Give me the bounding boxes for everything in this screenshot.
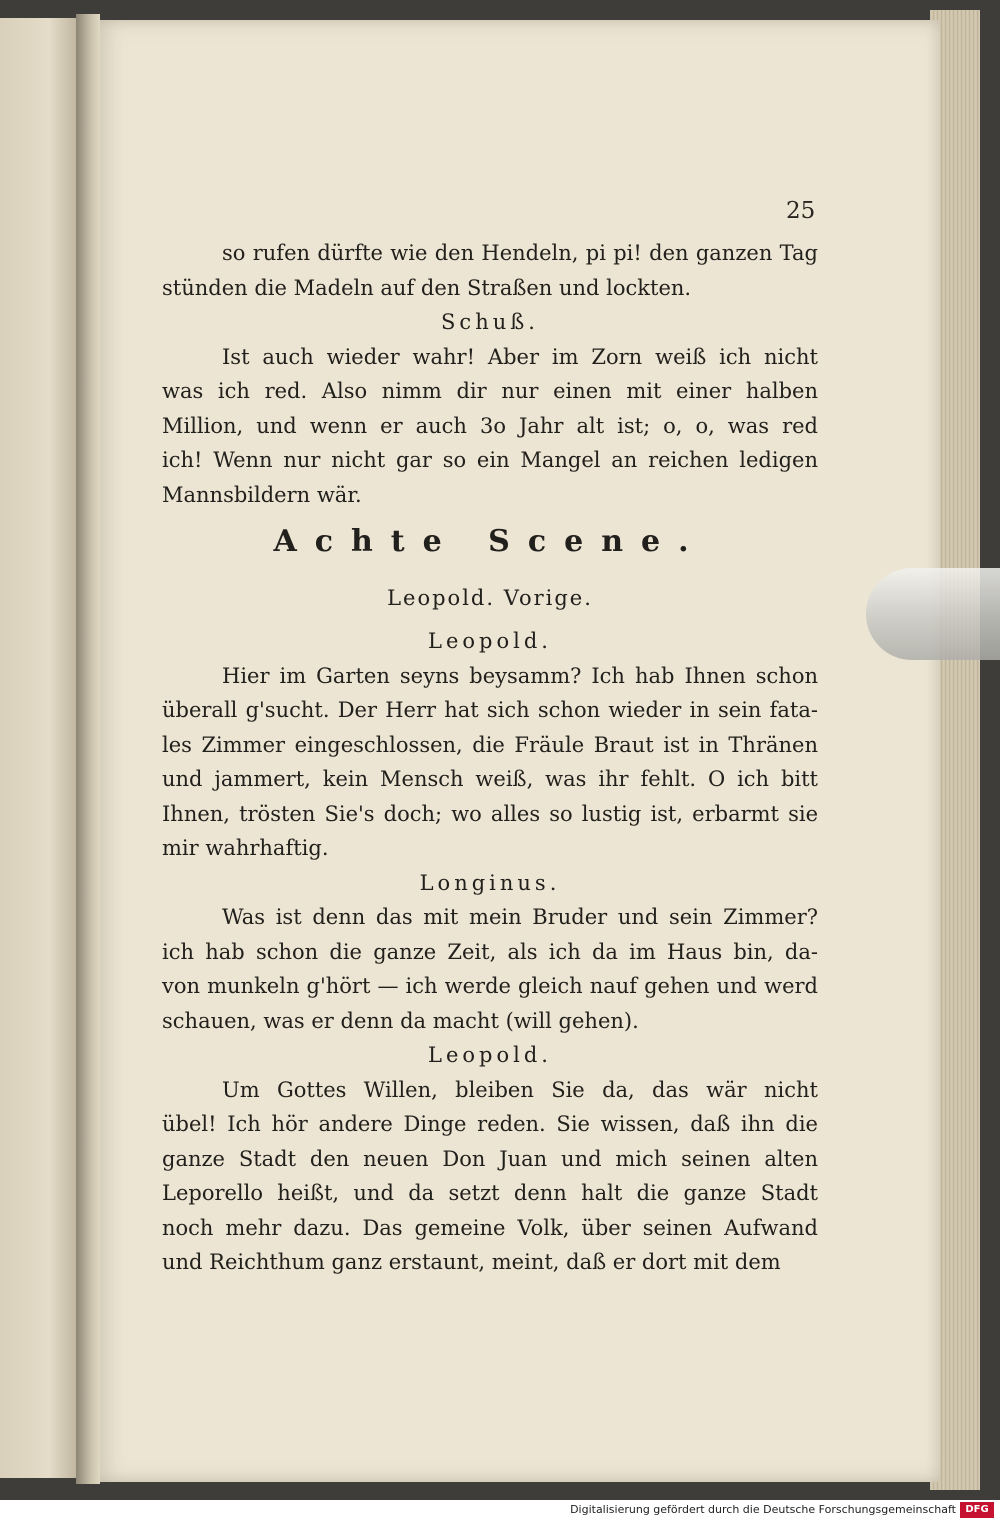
text-line: Ihnen, trösten Sie's doch; wo alles so lustig ist, erbarmt sie	[162, 801, 818, 826]
text-line: mir wahrhaftig.	[162, 836, 329, 860]
speaker-name: Leopold.	[428, 629, 552, 653]
page-text	[162, 236, 818, 1280]
left-page-edge	[0, 18, 82, 1478]
page-clip	[866, 568, 1000, 660]
text-line: übel! Ich hör andere Dinge reden. Sie wissen, daß ihn die	[162, 1112, 818, 1136]
text-line: Leporello heißt, und da setzt denn halt die ganze Stadt	[162, 1181, 818, 1205]
text-line: Was ist denn das mit mein Bruder und sein Zimmer?	[222, 905, 818, 929]
text-line: Ist auch wieder wahr! Aber im Zorn weiß ich nicht	[222, 344, 818, 369]
text-line: von munkeln g'hört — ich werde gleich nauf gehen und werd	[162, 974, 818, 998]
text-line: noch mehr dazu. Das gemeine Volk, über seinen Aufwand	[162, 1215, 818, 1240]
funding-credit: Digitalisierung gefördert durch die Deutsche Forschungsgemeinschaft	[570, 1503, 956, 1516]
text-line: ich hab schon die ganze Zeit, als ich da im Haus bin, da-	[162, 939, 818, 964]
text-line: ich! Wenn nur nicht gar so ein Mangel an reichen ledigen	[162, 448, 818, 472]
text-line: was ich red. Also nimm dir nur einen mit einer halben	[162, 379, 818, 403]
text-line: Mannsbildern wär.	[162, 482, 362, 507]
speaker-name: Leopold.	[428, 1043, 552, 1067]
page-number: 25	[786, 198, 816, 224]
text-line: und Reichthum ganz erstaunt, meint, daß er dort mit dem	[162, 1250, 781, 1274]
book-gutter	[76, 14, 100, 1484]
text-line: und jammert, kein Mensch weiß, was ihr fehlt. O ich bitt	[162, 767, 818, 791]
text-line: stünden die Madeln auf den Straßen und lockten.	[162, 275, 692, 300]
text-line: schauen, was er denn da macht (will gehen).	[162, 1008, 639, 1033]
scene-heading: Achte Scene.	[273, 524, 707, 559]
paragraph	[162, 900, 818, 1038]
text-line: Hier im Garten seyns beysamm? Ich hab Ihnen schon	[222, 663, 818, 688]
text-line: Million, und wenn er auch 3o Jahr alt ist; o, o, was red	[162, 413, 818, 438]
paragraph	[162, 236, 818, 305]
text-line: Um Gottes Willen, bleiben Sie da, das wär nicht	[222, 1077, 818, 1102]
text-line: so rufen dürfte wie den Hendeln, pi pi! den ganzen Tag	[222, 241, 818, 265]
paragraph	[162, 340, 818, 513]
paragraph	[162, 1073, 818, 1280]
cast-list: Leopold. Vorige.	[387, 586, 593, 610]
text-line: ganze Stadt den neuen Don Juan und mich seinen alten	[162, 1146, 818, 1171]
footer-bar	[0, 1500, 1000, 1521]
paragraph	[162, 659, 818, 866]
text-line: überall g'sucht. Der Herr hat sich schon wieder in sein fata-	[162, 698, 818, 722]
speaker-name: Schuß.	[441, 310, 539, 334]
speaker-name: Longinus.	[419, 870, 561, 895]
text-line: les Zimmer eingeschlossen, die Fräule Braut ist in Thränen	[162, 732, 818, 757]
dfg-logo: DFG	[960, 1502, 994, 1518]
